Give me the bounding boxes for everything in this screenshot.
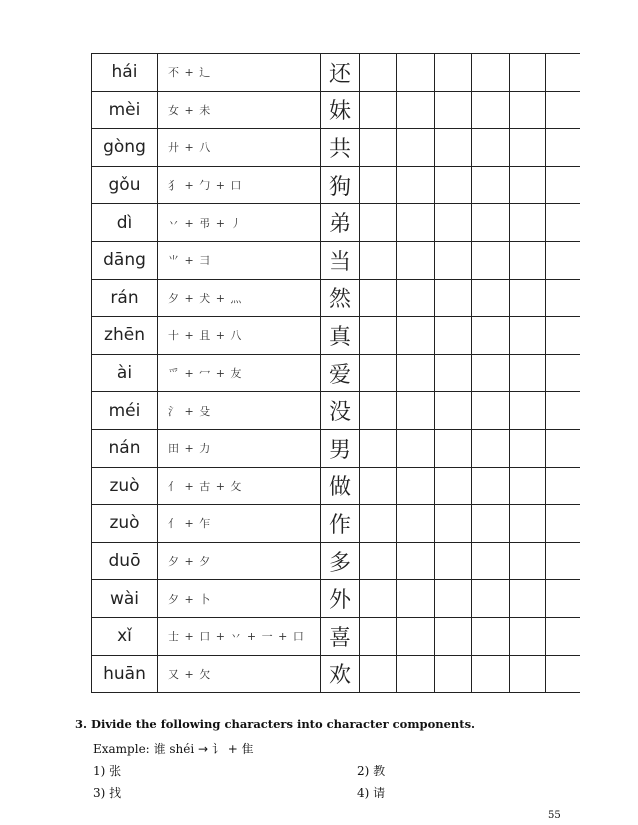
practice-row — [91, 580, 580, 618]
practice-box[interactable] — [471, 355, 509, 392]
components-cell: 又 + 欠 — [157, 656, 320, 693]
pinyin-cell: gòng — [91, 129, 157, 166]
pinyin-cell: zuò — [91, 468, 157, 505]
pinyin-cell: duō — [91, 543, 157, 580]
practice-row — [91, 54, 580, 92]
practice-box[interactable] — [509, 167, 546, 204]
practice-box[interactable] — [359, 54, 396, 91]
practice-box[interactable] — [471, 505, 509, 542]
practice-box[interactable] — [509, 656, 546, 693]
exercise-example — [93, 740, 638, 757]
practice-box[interactable] — [434, 505, 471, 542]
components-cell: 廾 + 八 — [157, 129, 320, 166]
components-cell: 夕 + 夕 — [157, 543, 320, 580]
practice-box[interactable] — [359, 580, 396, 617]
practice-box[interactable] — [434, 317, 471, 354]
practice-box[interactable] — [434, 280, 471, 317]
practice-box[interactable] — [509, 392, 546, 429]
pinyin-cell: hái — [91, 54, 157, 91]
pinyin-cell: rán — [91, 280, 157, 317]
practice-box[interactable] — [509, 505, 546, 542]
practice-box[interactable] — [396, 618, 434, 655]
components-cell: 亻 + 乍 — [157, 505, 320, 542]
practice-box[interactable] — [509, 129, 546, 166]
practice-box[interactable] — [396, 54, 434, 91]
pinyin-cell: ài — [91, 355, 157, 392]
practice-box[interactable] — [471, 543, 509, 580]
practice-box[interactable] — [434, 468, 471, 505]
practice-box[interactable] — [359, 468, 396, 505]
practice-box[interactable] — [359, 204, 396, 241]
pinyin-cell: wài — [91, 580, 157, 617]
practice-box[interactable] — [471, 430, 509, 467]
practice-box[interactable] — [396, 92, 434, 129]
practice-box[interactable] — [471, 242, 509, 279]
practice-box[interactable] — [434, 543, 471, 580]
practice-box[interactable] — [396, 580, 434, 617]
practice-row — [91, 468, 580, 506]
pinyin-cell: mèi — [91, 92, 157, 129]
practice-row — [91, 392, 580, 430]
practice-box[interactable] — [434, 580, 471, 617]
practice-box[interactable] — [396, 505, 434, 542]
practice-row — [91, 204, 580, 242]
practice-row — [91, 656, 580, 694]
practice-box[interactable] — [396, 355, 434, 392]
practice-box[interactable] — [434, 656, 471, 693]
character-cell: 没 — [320, 392, 359, 429]
arrow-icon: → — [198, 742, 209, 756]
character-cell: 真 — [320, 317, 359, 354]
practice-box[interactable] — [471, 580, 509, 617]
practice-box[interactable] — [471, 129, 509, 166]
components-cell: 爫 + 冖 + 友 — [157, 355, 320, 392]
practice-box[interactable] — [396, 392, 434, 429]
practice-box[interactable] — [509, 430, 546, 467]
practice-box[interactable] — [509, 468, 546, 505]
practice-box[interactable] — [509, 242, 546, 279]
practice-box[interactable] — [509, 54, 546, 91]
character-cell: 弟 — [320, 204, 359, 241]
practice-row — [91, 317, 580, 355]
character-cell: 还 — [320, 54, 359, 91]
practice-box[interactable] — [434, 129, 471, 166]
practice-box[interactable] — [434, 392, 471, 429]
practice-box[interactable] — [359, 618, 396, 655]
practice-box[interactable] — [434, 430, 471, 467]
components-cell: 田 + 力 — [157, 430, 320, 467]
practice-box[interactable] — [396, 280, 434, 317]
practice-box[interactable] — [359, 317, 396, 354]
components-cell: 氵 + 殳 — [157, 392, 320, 429]
practice-box[interactable] — [359, 505, 396, 542]
practice-box[interactable] — [509, 580, 546, 617]
example-character: 谁 shéi — [153, 742, 195, 756]
pinyin-cell: gǒu — [91, 167, 157, 204]
character-cell: 爱 — [320, 355, 359, 392]
pinyin-cell: zuò — [91, 505, 157, 542]
example-result: 讠 + 隹 — [211, 742, 254, 756]
practice-row — [91, 355, 580, 393]
practice-row — [91, 618, 580, 656]
practice-box[interactable] — [509, 92, 546, 129]
pinyin-cell: nán — [91, 430, 157, 467]
practice-box[interactable] — [509, 355, 546, 392]
practice-row — [91, 129, 580, 167]
pinyin-cell: dāng — [91, 242, 157, 279]
practice-box[interactable] — [396, 543, 434, 580]
character-cell: 然 — [320, 280, 359, 317]
character-cell: 狗 — [320, 167, 359, 204]
practice-box[interactable] — [359, 92, 396, 129]
practice-box[interactable] — [509, 317, 546, 354]
practice-box[interactable] — [471, 468, 509, 505]
example-label: Example: — [93, 742, 150, 756]
character-cell: 做 — [320, 468, 359, 505]
components-cell: ⺌ + 彐 — [157, 242, 320, 279]
page-number: 55 — [548, 810, 561, 821]
pinyin-cell: dì — [91, 204, 157, 241]
practice-row — [91, 167, 580, 205]
practice-box[interactable] — [396, 656, 434, 693]
components-cell: 不 + 辶 — [157, 54, 320, 91]
practice-box[interactable] — [471, 92, 509, 129]
practice-row — [91, 242, 580, 280]
practice-box[interactable] — [359, 430, 396, 467]
practice-box[interactable] — [396, 129, 434, 166]
practice-box[interactable] — [434, 204, 471, 241]
character-cell: 当 — [320, 242, 359, 279]
practice-box[interactable] — [471, 317, 509, 354]
practice-box[interactable] — [434, 355, 471, 392]
components-cell: 犭 + 勹 + 口 — [157, 167, 320, 204]
practice-box[interactable] — [359, 129, 396, 166]
character-cell: 多 — [320, 543, 359, 580]
practice-box[interactable] — [396, 167, 434, 204]
pinyin-cell: huān — [91, 656, 157, 693]
practice-box[interactable] — [509, 543, 546, 580]
question-1: 1) 张 — [93, 764, 122, 778]
components-cell: 丷 + 弔 + 丿 — [157, 204, 320, 241]
practice-box[interactable] — [359, 392, 396, 429]
character-practice-grid — [91, 53, 580, 693]
practice-box[interactable] — [359, 656, 396, 693]
practice-box[interactable] — [359, 242, 396, 279]
practice-box[interactable] — [434, 242, 471, 279]
practice-row — [91, 505, 580, 543]
components-cell: 十 + 且 + 八 — [157, 317, 320, 354]
practice-box[interactable] — [359, 543, 396, 580]
practice-box[interactable] — [359, 167, 396, 204]
practice-box[interactable] — [396, 204, 434, 241]
practice-box[interactable] — [509, 618, 546, 655]
components-cell: 女 + 未 — [157, 92, 320, 129]
character-cell: 作 — [320, 505, 359, 542]
character-cell: 共 — [320, 129, 359, 166]
components-cell: 士 + 口 + 丷 + 一 + 口 — [157, 618, 320, 655]
question-4: 4) 请 — [357, 786, 386, 800]
practice-box[interactable] — [359, 280, 396, 317]
practice-row — [91, 543, 580, 581]
practice-box[interactable] — [359, 355, 396, 392]
pinyin-cell: xǐ — [91, 618, 157, 655]
components-cell: 亻 + 古 + 攵 — [157, 468, 320, 505]
practice-box[interactable] — [396, 468, 434, 505]
practice-box[interactable] — [509, 204, 546, 241]
components-cell: 夕 + 卜 — [157, 580, 320, 617]
character-cell: 男 — [320, 430, 359, 467]
character-cell: 喜 — [320, 618, 359, 655]
practice-box[interactable] — [434, 54, 471, 91]
practice-box[interactable] — [509, 280, 546, 317]
practice-box[interactable] — [471, 204, 509, 241]
practice-box[interactable] — [471, 280, 509, 317]
practice-row — [91, 430, 580, 468]
practice-box[interactable] — [396, 242, 434, 279]
question-3: 3) 找 — [93, 786, 122, 800]
practice-box[interactable] — [471, 392, 509, 429]
character-cell: 妹 — [320, 92, 359, 129]
practice-box[interactable] — [396, 430, 434, 467]
character-cell: 欢 — [320, 656, 359, 693]
character-cell: 外 — [320, 580, 359, 617]
practice-box[interactable] — [471, 656, 509, 693]
practice-box[interactable] — [434, 92, 471, 129]
practice-row — [91, 280, 580, 318]
exercise-title: 3. Divide the following characters into character components. — [75, 717, 476, 731]
practice-row — [91, 92, 580, 130]
question-2: 2) 教 — [357, 764, 386, 778]
pinyin-cell: méi — [91, 392, 157, 429]
practice-box[interactable] — [471, 54, 509, 91]
pinyin-cell: zhēn — [91, 317, 157, 354]
practice-box[interactable] — [471, 167, 509, 204]
practice-box[interactable] — [434, 618, 471, 655]
practice-box[interactable] — [396, 317, 434, 354]
practice-box[interactable] — [434, 167, 471, 204]
components-cell: 夕 + 犬 + 灬 — [157, 280, 320, 317]
practice-box[interactable] — [471, 618, 509, 655]
